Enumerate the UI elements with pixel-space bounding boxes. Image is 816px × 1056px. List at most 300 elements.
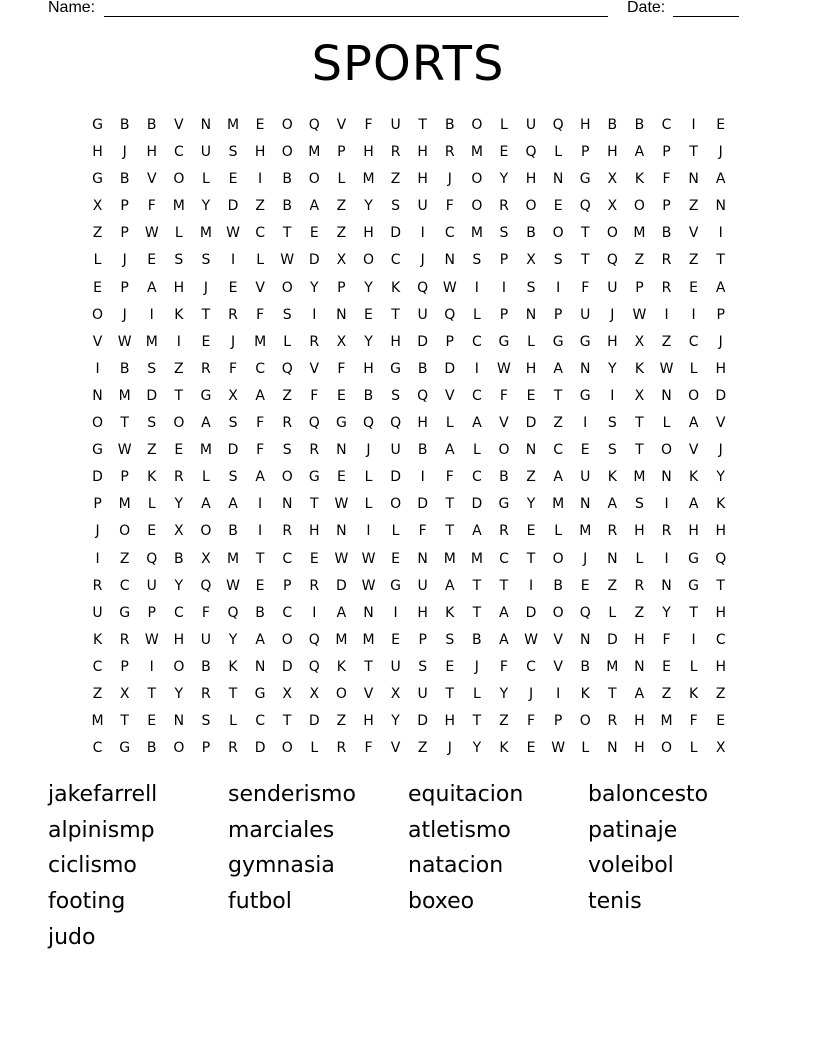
page-title: SPORTS (311, 36, 505, 92)
grid-letter: N (661, 577, 672, 594)
grid-letter: D (417, 496, 429, 513)
grid-letter: O (471, 171, 483, 188)
grid-letter: Y (391, 713, 400, 730)
word-list-item: atletismo (408, 817, 511, 843)
grid-letter: I (258, 496, 263, 513)
grid-letter: G (579, 333, 591, 350)
grid-letter: T (689, 604, 698, 621)
grid-letter: Q (552, 117, 564, 133)
grid-letter: W (226, 225, 240, 242)
grid-letter: E (716, 713, 726, 730)
grid-letter: K (716, 496, 726, 513)
grid-letter: K (689, 685, 699, 702)
grid-letter: R (201, 685, 211, 702)
grid-letter: F (418, 523, 427, 540)
grid-letter: F (445, 198, 454, 215)
grid-letter: V (553, 631, 563, 648)
grid-letter: M (660, 713, 673, 730)
grid-letter: Q (362, 415, 374, 432)
grid-letter: T (364, 658, 373, 675)
grid-letter: H (444, 713, 456, 730)
grid-letter: Y (364, 279, 373, 296)
grid-letter: E (553, 198, 563, 215)
grid-letter: R (282, 415, 293, 432)
grid-letter: I (95, 360, 100, 377)
grid-letter: P (716, 306, 725, 323)
grid-letter: L (472, 306, 481, 323)
grid-letter: V (363, 685, 374, 702)
grid-letter: B (634, 117, 645, 133)
grid-letter: I (420, 469, 425, 486)
grid-letter: N (444, 252, 455, 269)
grid-letter: I (583, 415, 588, 432)
grid-letter: P (282, 577, 292, 594)
grid-letter: N (417, 550, 428, 567)
grid-letter: W (144, 225, 159, 242)
grid-letter: M (335, 631, 348, 648)
grid-letter: H (634, 631, 645, 648)
grid-letter: P (337, 144, 346, 161)
grid-letter: T (716, 577, 725, 594)
grid-letter: F (310, 387, 319, 404)
grid-letter: Z (390, 171, 401, 188)
grid-letter: A (499, 604, 509, 621)
grid-letter: D (471, 496, 483, 513)
grid-row (84, 629, 734, 656)
grid-letter: S (607, 415, 617, 432)
grid-letter: U (417, 577, 428, 594)
grid-letter: Y (228, 631, 238, 648)
grid-letter: F (662, 171, 671, 188)
grid-letter: E (526, 523, 536, 540)
grid-letter: A (336, 604, 347, 621)
grid-letter: Y (662, 604, 671, 621)
grid-letter: V (499, 415, 509, 432)
grid-letter: A (444, 442, 455, 459)
grid-letter: Z (526, 469, 536, 486)
grid-letter: L (689, 360, 698, 377)
grid-letter: L (472, 442, 481, 459)
grid-letter: O (281, 631, 293, 648)
grid-letter: O (281, 279, 293, 296)
grid-letter: M (254, 333, 267, 350)
word-list-item: gymnasia (228, 853, 335, 879)
date-blank-line (673, 16, 739, 17)
grid-letter: Q (606, 252, 618, 269)
grid-letter: F (337, 360, 346, 377)
grid-letter: D (308, 713, 320, 730)
grid-letter: H (715, 658, 726, 675)
grid-letter: X (715, 740, 726, 757)
grid-letter: L (635, 550, 644, 567)
grid-letter: U (417, 198, 428, 215)
grid-letter: K (147, 469, 157, 486)
grid-letter: M (552, 496, 565, 513)
grid-letter: C (661, 117, 672, 133)
grid-letter: X (607, 198, 618, 215)
word-list-item: footing (48, 889, 126, 915)
grid-letter: E (391, 631, 400, 648)
grid-letter: M (470, 550, 483, 567)
grid-letter: I (556, 279, 561, 296)
grid-letter: L (310, 740, 319, 757)
grid-letter: I (474, 360, 479, 377)
grid-letter: J (420, 252, 425, 269)
grid-letter: L (662, 415, 671, 432)
grid-letter: D (525, 604, 537, 621)
grid-letter: E (336, 387, 346, 404)
grid-letter: M (308, 144, 321, 161)
grid-letter: M (226, 117, 240, 133)
grid-letter: F (201, 604, 210, 621)
grid-letter: G (335, 415, 347, 432)
grid-row (84, 466, 734, 493)
grid-letter: H (417, 604, 428, 621)
grid-letter: T (635, 415, 644, 432)
grid-letter: L (202, 171, 210, 188)
grid-letter: R (309, 577, 320, 594)
grid-letter: N (363, 604, 374, 621)
grid-letter: Z (282, 387, 292, 404)
word-list-item: natacion (408, 853, 504, 879)
grid-letter: R (607, 713, 618, 730)
grid-letter: P (553, 713, 563, 730)
grid-letter: E (689, 279, 699, 296)
grid-letter: W (442, 279, 457, 296)
grid-letter: L (93, 252, 102, 269)
grid-letter: K (499, 740, 509, 757)
word-list-item: alpinismp (48, 817, 155, 843)
grid-letter: H (417, 144, 428, 161)
grid-letter: J (718, 144, 723, 161)
grid-letter: E (255, 117, 265, 133)
grid-letter: S (147, 360, 157, 377)
grid-letter: J (474, 658, 479, 675)
grid-letter: I (95, 550, 100, 567)
grid-letter: Z (634, 252, 645, 269)
grid-letter: I (691, 631, 696, 648)
grid-letter: L (283, 333, 292, 350)
grid-letter: J (203, 279, 208, 296)
grid-letter: L (364, 496, 373, 513)
grid-letter: B (174, 550, 184, 567)
grid-letter: T (201, 306, 211, 323)
grid-row (84, 737, 734, 764)
grid-letter: D (390, 225, 401, 242)
grid-row (84, 683, 734, 710)
grid-letter: T (418, 117, 427, 133)
grid-letter: E (228, 279, 238, 296)
grid-letter: E (174, 442, 184, 459)
grid-letter: T (499, 577, 509, 594)
grid-letter: B (607, 117, 618, 133)
grid-letter: P (499, 252, 509, 269)
grid-letter: T (174, 387, 184, 404)
grid-letter: C (390, 252, 401, 269)
grid-letter: F (228, 360, 238, 377)
grid-letter: F (256, 415, 265, 432)
grid-letter: S (228, 415, 238, 432)
grid-letter: F (689, 713, 698, 730)
grid-letter: D (146, 387, 158, 404)
grid-letter: A (146, 279, 157, 296)
grid-letter: T (147, 685, 157, 702)
grid-letter: A (228, 496, 238, 513)
grid-letter: U (390, 117, 401, 133)
grid-letter: L (608, 604, 617, 621)
grid-letter: H (634, 740, 645, 757)
grid-letter: F (581, 279, 590, 296)
grid-letter: W (117, 333, 132, 350)
grid-letter: X (309, 685, 320, 702)
grid-letter: E (93, 279, 102, 296)
grid-letter: P (201, 740, 211, 757)
grid-letter: I (393, 604, 398, 621)
grid-letter: C (471, 333, 482, 350)
grid-letter: T (445, 685, 455, 702)
grid-letter: O (362, 252, 374, 269)
grid-letter: O (525, 198, 537, 215)
grid-letter: V (444, 387, 455, 404)
grid-letter: K (390, 279, 401, 296)
grid-letter: E (662, 658, 671, 675)
grid-letter: W (497, 360, 511, 377)
grid-letter: Y (174, 577, 184, 594)
grid-letter: O (471, 198, 483, 215)
grid-letter: E (309, 225, 319, 242)
grid-letter: T (228, 685, 238, 702)
grid-letter: Q (715, 550, 727, 567)
grid-letter: A (688, 415, 699, 432)
grid-letter: O (552, 550, 564, 567)
grid-letter: N (715, 198, 726, 215)
grid-letter: O (633, 198, 645, 215)
grid-letter: B (119, 360, 130, 377)
grid-letter: M (606, 658, 619, 675)
grid-row (84, 548, 734, 575)
grid-letter: O (688, 387, 700, 404)
grid-letter: G (200, 387, 212, 404)
name-blank-line (104, 16, 608, 17)
grid-letter: S (499, 225, 509, 242)
grid-letter: N (661, 469, 672, 486)
grid-letter: U (92, 604, 103, 621)
grid-letter: S (445, 631, 455, 648)
grid-letter: V (92, 333, 103, 350)
grid-letter: Z (336, 713, 347, 730)
grid-letter: Y (201, 198, 211, 215)
grid-letter: U (580, 469, 591, 486)
grid-letter: P (120, 225, 129, 242)
grid-letter: H (363, 144, 374, 161)
grid-letter: V (336, 117, 347, 133)
grid-letter: Q (525, 144, 537, 161)
grid-letter: E (228, 171, 238, 188)
grid-letter: Y (716, 469, 725, 486)
grid-letter: P (120, 279, 129, 296)
grid-letter: I (312, 306, 317, 323)
grid-letter: R (336, 740, 347, 757)
grid-row (84, 602, 734, 629)
grid-letter: M (199, 225, 212, 242)
word-list-item: senderismo (228, 782, 356, 807)
grid-letter: Q (308, 117, 320, 133)
grid-letter: H (173, 279, 185, 296)
grid-row (84, 520, 734, 547)
grid-letter: L (147, 496, 156, 513)
grid-letter: P (553, 306, 563, 323)
grid-letter: D (281, 658, 293, 675)
grid-letter: M (470, 144, 483, 161)
grid-letter: F (499, 658, 508, 675)
grid-letter: B (472, 631, 482, 648)
grid-letter: L (445, 415, 454, 432)
grid-letter: H (525, 360, 537, 377)
grid-row (84, 195, 734, 222)
grid-letter: N (200, 117, 212, 133)
grid-letter: H (363, 225, 374, 242)
grid-letter: C (173, 604, 184, 621)
grid-letter: G (254, 685, 266, 702)
grid-letter: J (447, 740, 452, 757)
grid-letter: F (445, 469, 454, 486)
grid-letter: R (661, 523, 672, 540)
grid-letter: N (336, 306, 347, 323)
grid-letter: Q (308, 415, 320, 432)
grid-letter: O (661, 740, 673, 757)
grid-letter: V (715, 415, 726, 432)
grid-letter: R (228, 740, 238, 757)
grid-letter: H (92, 144, 103, 161)
grid-letter: G (92, 117, 103, 133)
grid-letter: W (551, 740, 566, 757)
grid-letter: O (173, 740, 185, 757)
grid-letter: H (634, 713, 645, 730)
grid-letter: O (200, 523, 212, 540)
grid-letter: I (664, 306, 669, 323)
grid-letter: Y (364, 198, 373, 215)
grid-letter: D (390, 469, 401, 486)
grid-row (84, 168, 734, 195)
grid-letter: K (174, 306, 184, 323)
grid-letter: W (361, 577, 376, 594)
grid-letter: J (718, 333, 723, 350)
grid-letter: H (715, 604, 726, 621)
grid-letter: Q (579, 604, 591, 621)
grid-letter: C (471, 387, 482, 404)
grid-letter: M (470, 225, 483, 242)
grid-letter: Q (390, 415, 402, 432)
grid-letter: O (173, 658, 185, 675)
grid-letter: H (688, 523, 699, 540)
grid-letter: D (417, 333, 429, 350)
grid-letter: Q (281, 360, 293, 377)
grid-letter: T (608, 685, 617, 702)
word-list-item: boxeo (408, 889, 475, 915)
grid-letter: X (634, 387, 645, 404)
grid-letter: X (228, 387, 238, 404)
grid-letter: O (281, 740, 293, 757)
grid-letter: C (119, 577, 130, 594)
word-list-item: futbol (228, 889, 292, 915)
grid-letter: C (444, 225, 455, 242)
grid-letter: V (553, 658, 563, 675)
grid-letter: C (255, 225, 265, 242)
grid-letter: S (634, 496, 644, 513)
grid-letter: T (526, 550, 536, 567)
grid-letter: Y (499, 171, 509, 188)
word-list-item: equitacion (408, 782, 524, 807)
grid-letter: X (92, 198, 103, 215)
grid-letter: A (553, 469, 563, 486)
grid-letter: H (525, 171, 537, 188)
grid-letter: F (147, 198, 156, 215)
grid-letter: C (526, 658, 536, 675)
grid-letter: J (366, 442, 371, 459)
grid-letter: A (255, 469, 265, 486)
grid-letter: V (309, 360, 320, 377)
grid-letter: R (390, 144, 401, 161)
grid-letter: S (607, 442, 617, 459)
grid-row (84, 141, 734, 168)
grid-letter: R (228, 306, 238, 323)
grid-letter: B (526, 225, 536, 242)
grid-letter: I (230, 252, 236, 269)
grid-letter: N (336, 523, 347, 540)
grid-letter: R (282, 523, 293, 540)
grid-letter: D (444, 360, 456, 377)
grid-letter: L (500, 117, 508, 133)
grid-letter: X (634, 333, 645, 350)
grid-letter: Q (417, 387, 429, 404)
grid-letter: X (119, 685, 130, 702)
grid-letter: N (281, 496, 293, 513)
grid-letter: F (364, 740, 373, 757)
grid-letter: I (718, 225, 723, 242)
grid-letter: E (255, 577, 265, 594)
grid-letter: X (282, 685, 292, 702)
grid-letter: F (662, 631, 671, 648)
grid-letter: Z (336, 225, 347, 242)
grid-letter: Z (661, 685, 672, 702)
grid-row (84, 493, 734, 520)
grid-letter: L (256, 252, 265, 269)
grid-letter: Z (92, 685, 103, 702)
grid-letter: R (119, 631, 130, 648)
word-list-item: tenis (588, 889, 642, 915)
grid-letter: F (527, 713, 536, 730)
grid-letter: N (336, 442, 347, 459)
grid-letter: A (715, 171, 726, 188)
grid-letter: E (391, 550, 400, 567)
grid-letter: S (418, 658, 428, 675)
grid-letter: C (715, 631, 726, 648)
grid-letter: R (201, 360, 211, 377)
grid-letter: G (688, 577, 700, 594)
grid-letter: G (119, 604, 131, 621)
grid-letter: R (661, 252, 672, 269)
grid-letter: Z (688, 252, 699, 269)
grid-row (84, 656, 734, 683)
grid-letter: N (92, 387, 103, 404)
grid-letter: Q (579, 198, 591, 215)
grid-letter: O (281, 144, 293, 161)
grid-letter: Z (553, 415, 563, 432)
grid-letter: B (146, 740, 157, 757)
grid-letter: Q (227, 604, 239, 621)
grid-letter: L (391, 523, 400, 540)
grid-letter: Z (661, 333, 672, 350)
